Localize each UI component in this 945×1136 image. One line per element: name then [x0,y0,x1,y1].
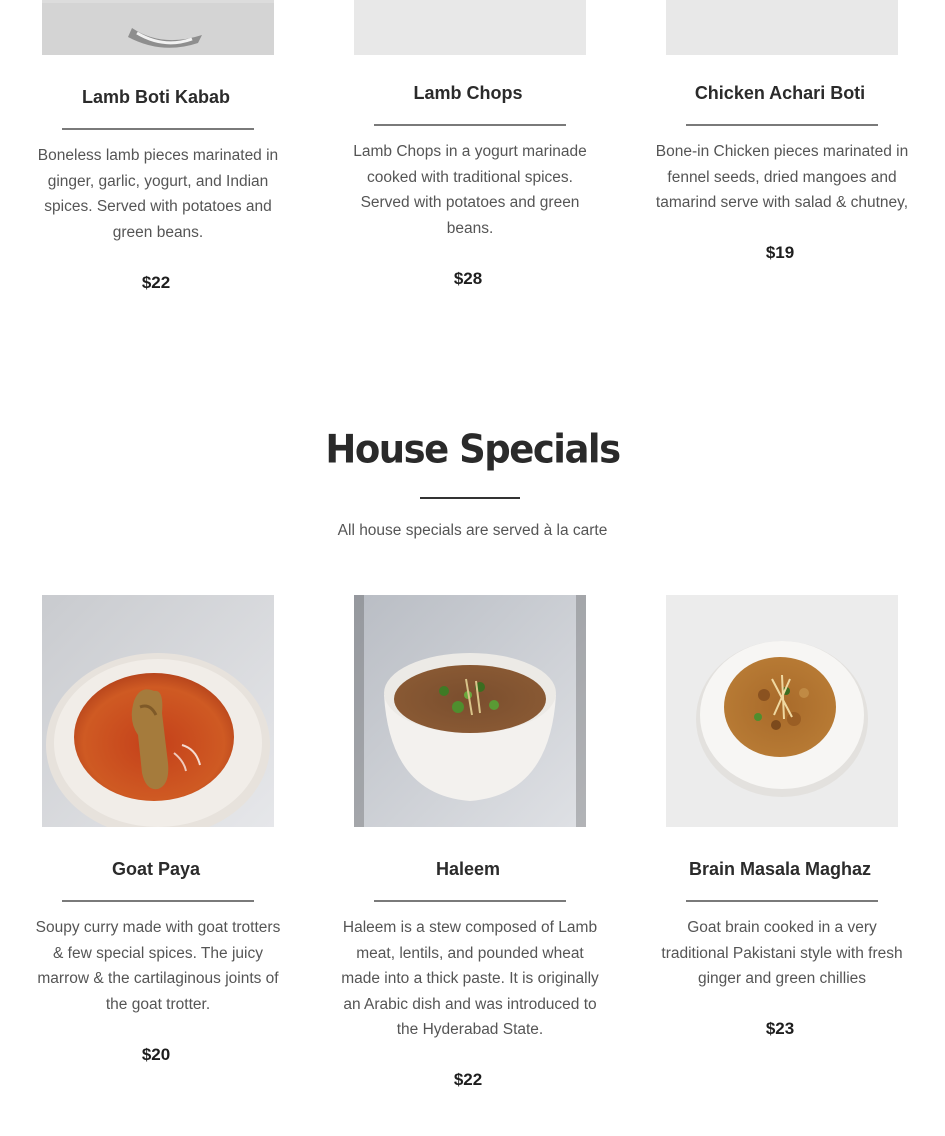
item-price: $19 [765,243,795,262]
divider [62,128,254,130]
lamb-chops-photo [354,0,586,55]
item-price: $22 [141,273,171,292]
item-description: Goat brain cooked in a very traditional Pakistani style with fresh ginger and green chillies [661,919,903,988]
item-description: Lamb Chops in a yogurt marinade cooked with traditional spices. Served with potatoes and green beans. [353,143,587,237]
brain-masala-maghaz-photo [666,595,898,827]
haleem-photo [354,595,586,827]
item-price: $22 [453,1070,483,1089]
item-description: Haleem is a stew composed of Lamb meat, lentils, and pounded wheat made into a thick paste. It is originally an Arabic dish and was introduced to the Hyderabad State. [341,919,599,1039]
divider [62,900,254,902]
chicken-achari-boti-photo [666,0,898,55]
divider [374,124,566,126]
item-description: Bone-in Chicken pieces marinated in fennel seeds, dried mangoes and tamarind serve with salad & chutney, [655,143,909,212]
divider [374,900,566,902]
divider [686,124,878,126]
section-title: House Specials [325,426,620,473]
item-price: $23 [765,1019,795,1038]
item-description: Soupy curry made with goat trotters & few special spices. The juicy marrow & the cartilaginous joints of the goat trotter. [35,919,281,1013]
item-name: Lamb Chops [413,83,523,103]
section-subtitle: All house specials are served à la carte [337,522,608,539]
section-divider [420,497,520,499]
item-price: $28 [453,269,483,288]
goat-paya-photo [42,595,274,827]
lamb-boti-kabab-photo [42,0,274,55]
item-name: Goat Paya [111,859,201,879]
item-name: Brain Masala Maghaz [688,859,872,879]
item-name: Haleem [435,859,501,879]
divider [686,900,878,902]
item-description: Boneless lamb pieces marinated in ginger, garlic, yogurt, and Indian spices. Served with potatoes and green beans. [37,147,279,241]
item-price: $20 [141,1045,171,1064]
item-name: Lamb Boti Kabab [81,87,230,107]
item-name: Chicken Achari Boti [694,83,866,103]
